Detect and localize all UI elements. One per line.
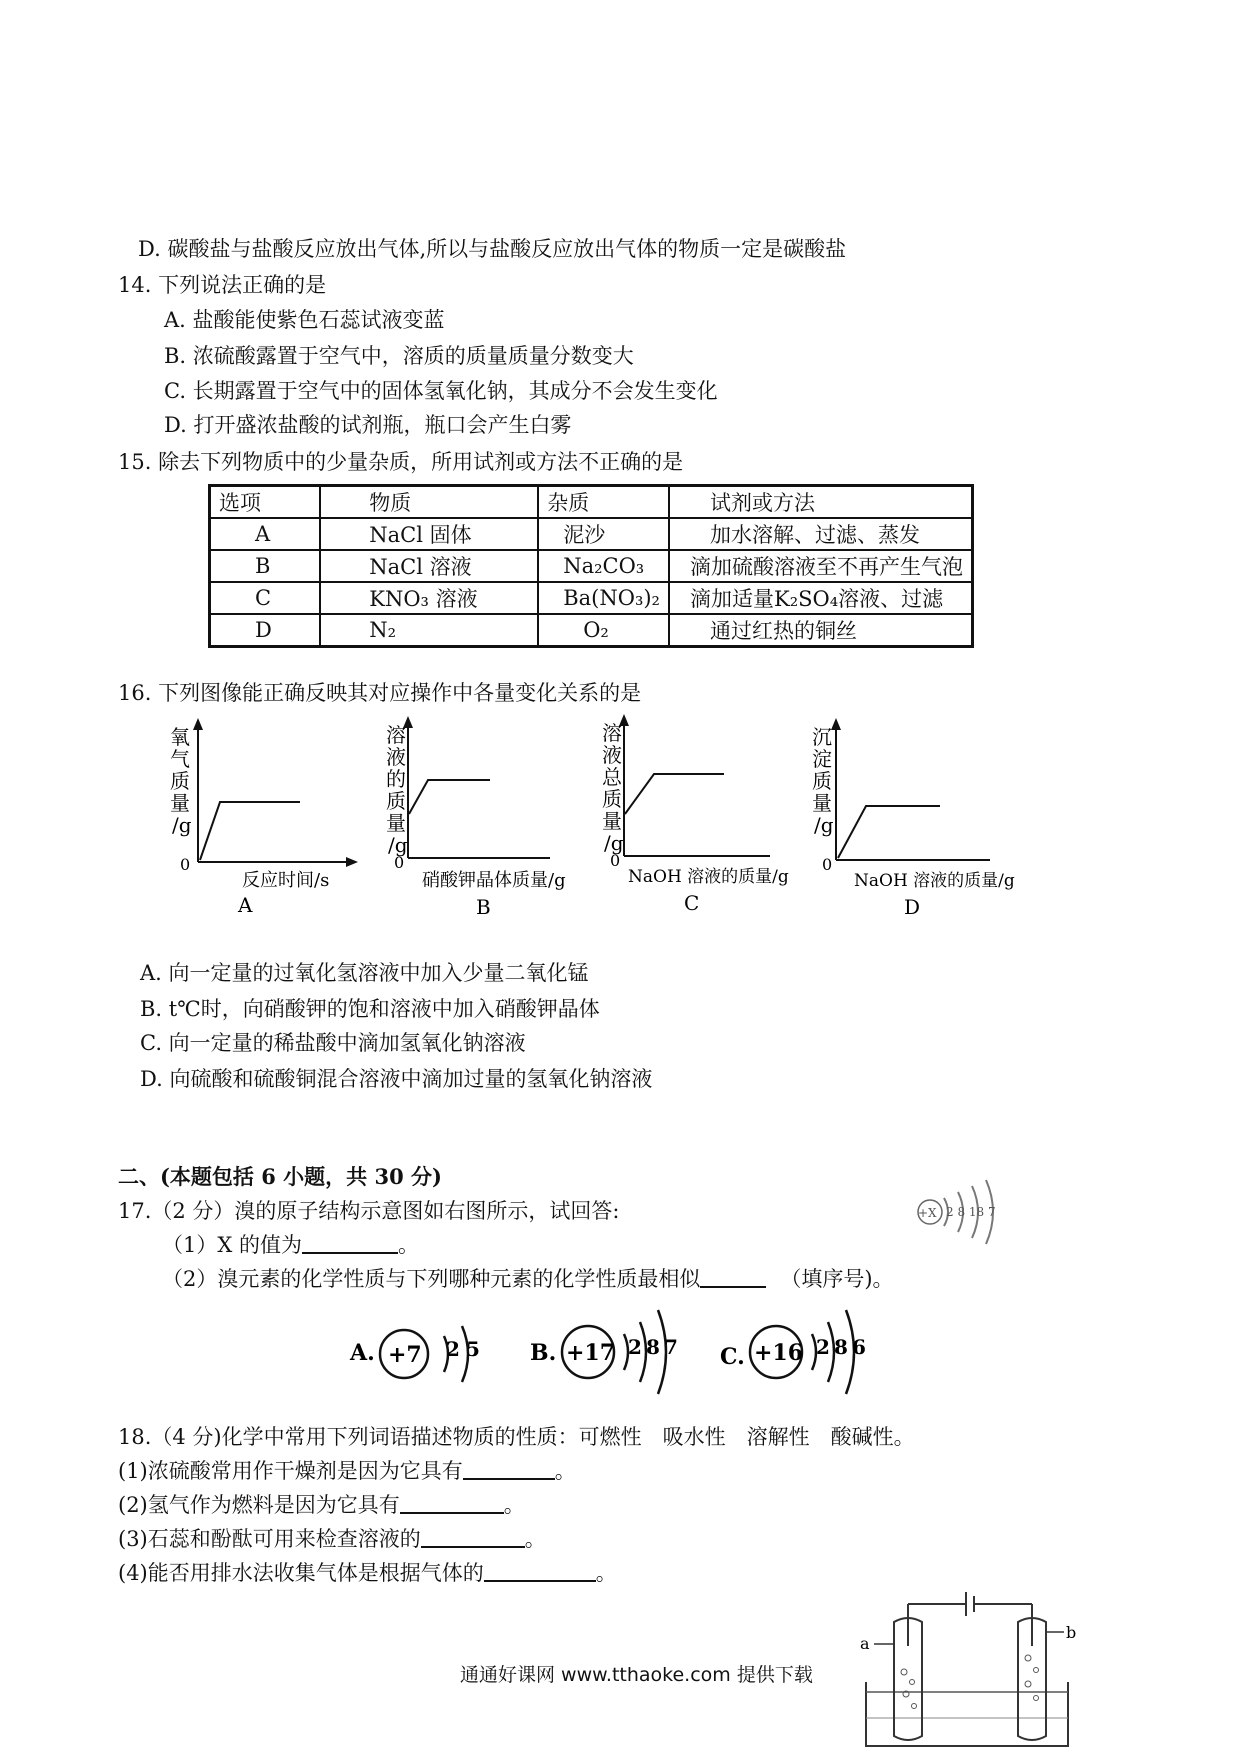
atom-c-shell-1: 2 — [816, 1335, 830, 1359]
table-cell: 通过红热的铜丝 — [669, 614, 973, 647]
table-cell: 滴加硫酸溶液至不再产生气泡 — [669, 550, 973, 582]
atom-c-nucleus: +16 — [754, 1340, 804, 1366]
atom-a-shell-2: 5 — [466, 1337, 480, 1361]
q18-item-2-text: (2)氢气作为燃料是因为它具有 — [118, 1493, 400, 1517]
section-2-title: 二、(本题包括 6 小题，共 30 分) — [118, 1164, 442, 1189]
q18-item-1-blank[interactable] — [463, 1458, 555, 1480]
q17-part2-text: （2）溴元素的化学性质与下列哪种元素的化学性质最相似 — [162, 1267, 701, 1291]
q18-item-4 — [118, 1560, 617, 1586]
graph-d-ylabel: 沉 淀 质 量 /g — [812, 725, 834, 837]
q17-stem: 17.（2 分）溴的原子结构示意图如右图所示，试回答: — [118, 1199, 620, 1223]
apparatus-label-a: a — [860, 1634, 870, 1653]
q17-part1-text: （1）X 的值为 — [162, 1233, 302, 1257]
graph-c — [602, 714, 789, 915]
table-header-cell: 试剂或方法 — [669, 486, 973, 519]
q15-table — [208, 484, 974, 648]
atom-a-shell-1: 2 — [446, 1337, 460, 1361]
q16-option-b: B. t℃时，向硝酸钾的饱和溶液中加入硝酸钾晶体 — [140, 997, 600, 1021]
q16-option-d: D. 向硫酸和硫酸铜混合溶液中滴加过量的氢氧化钠溶液 — [140, 1067, 653, 1091]
q18-item-1-end: 。 — [554, 1459, 576, 1483]
q18-item-3-end: 。 — [524, 1527, 546, 1551]
graph-c-ylabel: 溶 液 总 质 量 /g — [602, 721, 624, 855]
atom-a-nucleus: +7 — [388, 1342, 422, 1368]
q14-option-c: C. 长期露置于空气中的固体氢氧化钠，其成分不会发生变化 — [164, 379, 718, 403]
page-footer: 通通好课网 www.tthaoke.com 提供下载 — [460, 1664, 813, 1686]
atom-option-b — [530, 1310, 678, 1394]
table-cell: Na₂CO₃ — [538, 550, 669, 582]
q18-item-2 — [118, 1492, 525, 1518]
graph-a-letter: A — [238, 893, 253, 917]
atom-a-letter: A. — [350, 1340, 375, 1366]
atom-option-c — [720, 1310, 866, 1394]
graph-b-letter: B — [476, 895, 491, 919]
q16-option-a: A. 向一定量的过氧化氢溶液中加入少量二氧化锰 — [140, 961, 589, 985]
graph-b-origin: 0 — [394, 853, 405, 872]
table-cell: B — [210, 550, 321, 582]
graph-c-origin: 0 — [610, 851, 621, 870]
q18-item-4-text: (4)能否用排水法收集气体是根据气体的 — [118, 1561, 484, 1585]
q18-item-2-blank[interactable] — [400, 1492, 504, 1514]
q18-item-3-blank[interactable] — [421, 1526, 525, 1548]
atom-b-shell-3: 7 — [664, 1335, 678, 1359]
table-cell: NaCl 固体 — [320, 518, 538, 550]
table-cell: NaCl 溶液 — [320, 550, 538, 582]
q13-option-d: D. 碳酸盐与盐酸反应放出气体,所以与盐酸反应放出气体的物质一定是碳酸盐 — [138, 237, 847, 261]
graph-c-xlabel: NaOH 溶液的质量/g — [628, 867, 789, 887]
table-row — [210, 518, 973, 550]
q18-item-3 — [118, 1526, 546, 1552]
q18-stem: 18.（4 分)化学中常用下列词语描述物质的性质：可燃性 吸水性 溶解性 酸碱性。 — [118, 1425, 915, 1449]
q14-option-b: B. 浓硫酸露置于空气中，溶质的质量质量分数变大 — [164, 344, 634, 368]
graph-c-letter: C — [684, 891, 700, 915]
q16-option-c: C. 向一定量的稀盐酸中滴加氢氧化钠溶液 — [140, 1031, 526, 1055]
graph-b — [386, 716, 566, 919]
q18-item-4-blank[interactable] — [484, 1560, 596, 1582]
table-cell: C — [210, 582, 321, 614]
q17-part1-end: 。 — [398, 1233, 419, 1257]
q14-option-d: D. 打开盛浓盐酸的试剂瓶，瓶口会产生白雾 — [164, 413, 572, 437]
table-cell: KNO₃ 溶液 — [320, 582, 538, 614]
bromine-shells: 2 8 18 7 — [946, 1205, 996, 1219]
table-cell: D — [210, 614, 321, 647]
table-cell: N₂ — [320, 614, 538, 647]
graph-a-ylabel: 氧 气 质 量 /g — [170, 725, 192, 837]
atom-c-shell-3: 6 — [852, 1335, 866, 1359]
table-cell: Ba(NO₃)₂ — [538, 582, 669, 614]
table-cell: O₂ — [538, 614, 669, 647]
q16-graphs — [150, 714, 1050, 934]
graph-a-origin: 0 — [180, 855, 191, 874]
atom-b-letter: B. — [530, 1340, 557, 1366]
graph-d-origin: 0 — [822, 855, 833, 874]
bromine-nucleus: +X — [918, 1206, 937, 1220]
atom-b-shell-1: 2 — [628, 1335, 642, 1359]
q14-stem: 14. 下列说法正确的是 — [118, 273, 327, 297]
q17-part2-blank[interactable] — [700, 1266, 766, 1288]
table-row — [210, 582, 973, 614]
q18-item-3-text: (3)石蕊和酚酞可用来检查溶液的 — [118, 1527, 421, 1551]
table-cell: 加水溶解、过滤、蒸发 — [669, 518, 973, 550]
q14-option-a: A. 盐酸能使紫色石蕊试液变蓝 — [164, 308, 445, 332]
q17-atom-options — [340, 1290, 920, 1400]
q17-part1-blank[interactable] — [302, 1232, 398, 1254]
table-header-cell: 选项 — [210, 486, 321, 519]
q15-stem: 15. 除去下列物质中的少量杂质，所用试剂或方法不正确的是 — [118, 450, 684, 474]
bromine-atom-diagram — [908, 1168, 1018, 1258]
table-header-cell: 杂质 — [538, 486, 669, 519]
graph-a-xlabel: 反应时间/s — [242, 870, 330, 891]
graph-d — [812, 718, 1015, 919]
atom-c-shell-2: 8 — [834, 1335, 848, 1359]
apparatus-label-b: b — [1066, 1623, 1077, 1642]
q18-item-1 — [118, 1458, 576, 1484]
q17-part1 — [162, 1232, 419, 1258]
graph-d-xlabel: NaOH 溶液的质量/g — [854, 871, 1015, 891]
atom-b-nucleus: +17 — [566, 1340, 616, 1366]
table-row — [210, 550, 973, 582]
q17-part2-end: （填序号)。 — [780, 1267, 894, 1291]
atom-option-a — [349, 1326, 480, 1382]
graph-d-letter: D — [904, 895, 921, 919]
graph-a — [170, 718, 358, 917]
graph-b-xlabel: 硝酸钾晶体质量/g — [422, 870, 566, 891]
atom-b-shell-2: 8 — [646, 1335, 660, 1359]
table-header-row — [210, 486, 973, 519]
q16-stem: 16. 下列图像能正确反映其对应操作中各量变化关系的是 — [118, 681, 642, 705]
table-cell: A — [210, 518, 321, 550]
table-cell: 泥沙 — [538, 518, 669, 550]
table-cell: 滴加适量K₂SO₄溶液、过滤 — [669, 582, 973, 614]
table-header-cell: 物质 — [320, 486, 538, 519]
graph-b-ylabel: 溶 液 的 质 量 /g — [386, 723, 408, 857]
table-row — [210, 614, 973, 647]
atom-c-letter: C. — [720, 1344, 745, 1370]
electrolysis-apparatus — [860, 1586, 1080, 1750]
q18-item-2-end: 。 — [503, 1493, 525, 1517]
q17-part2 — [162, 1266, 894, 1292]
q18-item-4-end: 。 — [595, 1561, 617, 1585]
q18-item-1-text: (1)浓硫酸常用作干燥剂是因为它具有 — [118, 1459, 463, 1483]
